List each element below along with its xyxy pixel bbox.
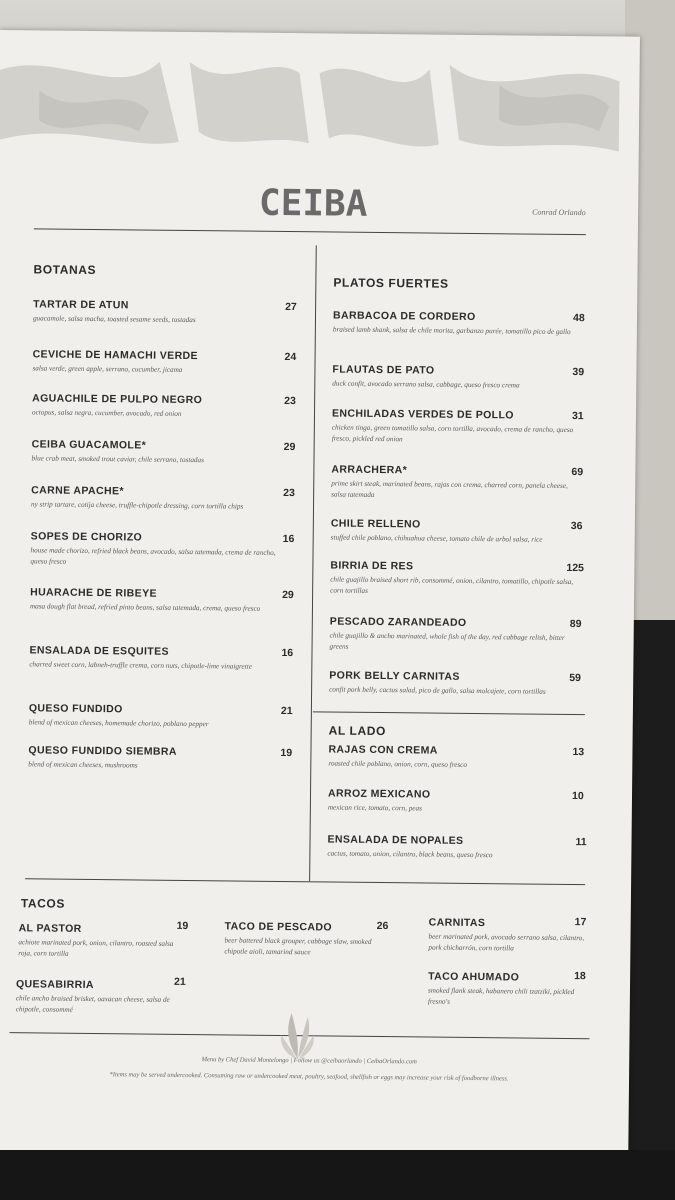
menu-item: FLAUTAS DE PATO duck confit, avocado serrano salsa, cabbage, queso fresco crema 39	[332, 363, 585, 390]
table-surface-bottom	[0, 1150, 675, 1200]
column-divider	[309, 245, 317, 881]
menu-item: ARRACHERA* prime skirt steak, marinated beans, rajas con crema, charred corn, panela cheese, salsa tatemada 69	[331, 463, 584, 499]
menu-item: ENSALADA DE NOPALES cactus, tomato, onion, cilantro, black beans, queso fresco 11	[327, 833, 587, 860]
menu-item: QUESO FUNDIDO SIEMBRA blend of mexican cheeses, mushrooms 19	[28, 744, 293, 770]
menu-item: CEVICHE DE HAMACHI VERDE salsa verde, green apple, serrano, cucumber, jicama 24	[32, 348, 297, 374]
menu-item: ENCHILADAS VERDES DE POLLO chicken tinga, green tomatillo salsa, corn tortilla, avocado, crema de rancho, queso fresco, pickled red onion 31	[331, 407, 584, 444]
menu-item: AL PASTOR achiote marinated pork, onion, cilantro, roasted salsa roja, corn tortilla 19	[18, 919, 189, 958]
menu-item: BARBACOA DE CORDERO braised lamb shank, salsa de chile morita, garbanzo purée, tomatillo pico de gallo 48	[332, 309, 585, 336]
menu-item: AGUACHILE DE PULPO NEGRO octopus, salsa negra, cucumber, avocado, red onion 23	[31, 392, 296, 418]
location-label: Conrad Orlando	[532, 207, 586, 218]
leaf-emblem	[277, 1003, 318, 1063]
menu-item: HUARACHE DE RIBEYE masa dough flat bread, refried pinto beans, salsa tatemada, crema, queso fresco 29	[29, 586, 294, 613]
menu-item: BIRRIA DE RES chile guajillo braised short rib, consommé, onion, cilantro, tomatillo, chipotle salsa, corn tortillas 125	[330, 559, 584, 595]
svg-text:CEIBA: CEIBA	[258, 182, 368, 225]
section-title-tacos: TACOS	[20, 896, 66, 911]
menu-item: ARROZ MEXICANO mexican rice, tomato, corn, peas 10	[327, 787, 584, 813]
menu-item: TARTAR DE ATUN guacamole, salsa macha, toasted sesame seeds, tostadas 27	[32, 298, 297, 325]
section-title-botanas: BOTANAS	[33, 262, 97, 278]
section-title-platos-fuertes: PLATOS FUERTES	[333, 275, 449, 291]
header-rule	[34, 228, 586, 235]
menu-item: CARNITAS beer marinated pork, avocado serrano salsa, cilantro, pork chicharrón, corn tortilla 17	[428, 916, 587, 953]
footer-disclaimer: *Items may be served undercooked. Consuming raw or undercooked meat, poultry, seafood, shellfish or eggs may increase your risk of foodborne illness.	[109, 1071, 509, 1083]
decorative-pattern	[0, 30, 640, 167]
menu-item: PESCADO ZARANDEADO chile guajillo & ancho marinated, whole fish of the day, red cabbage relish, bitter greens 89	[329, 615, 582, 651]
footer-credits: Menu by Chef David Montelongo | Follow us @ceibaorlando | CeibaOrlando.com	[201, 1056, 417, 1066]
menu-page	[0, 30, 640, 1167]
menu-item: CEIBA GUACAMOLE* blue crab meat, smoked trout caviar, chile serrano, tostadas 29	[31, 438, 296, 465]
menu-item: CARNE APACHE* ny strip tartare, cotija cheese, truffle-chipotle dressing, corn tortilla chips 23	[30, 484, 295, 511]
tacos-rule	[25, 878, 585, 885]
menu-item: QUESABIRRIA chile ancho braised brisket, oaxacan cheese, salsa de chipotle, consommé 21	[15, 975, 186, 1014]
menu-item: PORK BELLY CARNITAS confit pork belly, cactus salad, pico de gallo, salsa molcajete, corn tortillas 59	[329, 669, 581, 696]
section-title-al-lado: AL LADO	[328, 723, 387, 739]
menu-item: SOPES DE CHORIZO house made chorizo, refried black beans, avocado, salsa tatemada, crema de rancho, queso fresco 16	[30, 530, 295, 566]
menu-item: TACO AHUMADO smoked flank steak, habanero chili tzatziki, pickled fresno's 18	[427, 970, 586, 1006]
menu-item: CHILE RELLENO stuffed chile poblano, chihuahua cheese, tomato chile de arbol salsa, rice 36	[330, 517, 583, 544]
menu-item: RAJAS CON CREMA roasted chile poblano, onion, corn, queso fresco 13	[328, 743, 585, 769]
menu-item: ENSALADA DE ESQUITES charred sweet corn, labneh-truffle crema, corn nuts, chipotle-lime vinaigrette 16	[29, 644, 294, 671]
menu-item: QUESO FUNDIDO blend of mexican cheeses, homemade chorizo, poblano pepper 21	[28, 702, 293, 729]
menu-item: TACO DE PESCADO beer battered black grouper, cabbage slaw, smoked chipotle aioli, tamarind sauce 26	[224, 919, 389, 957]
al-lado-rule	[313, 711, 585, 715]
ceiba-logo	[238, 175, 389, 229]
